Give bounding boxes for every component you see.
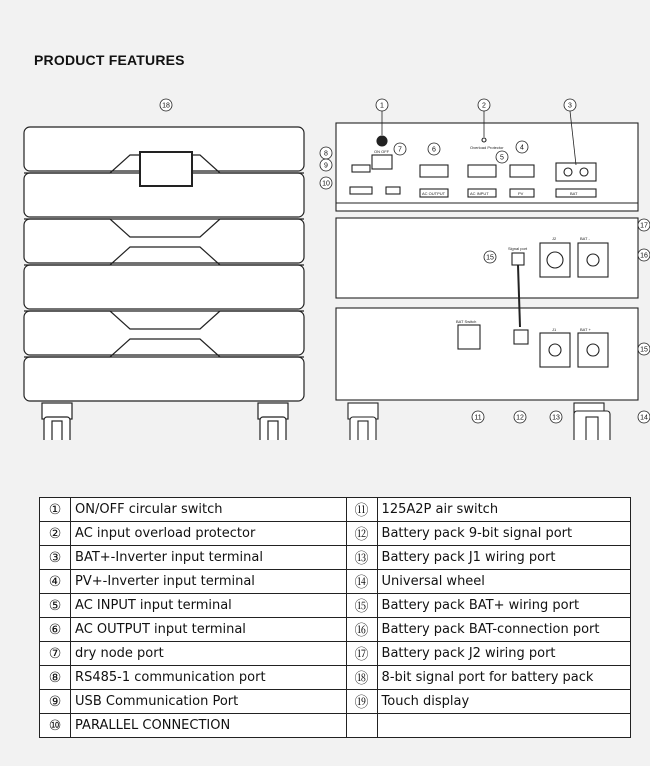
callout-4-text: 4: [520, 144, 524, 152]
callout-1-text: 1: [380, 102, 384, 110]
feature-label: Touch display: [377, 690, 630, 714]
label-ac-output: AC OUTPUT: [422, 191, 446, 196]
feature-label: Battery pack 9-bit signal port: [377, 522, 630, 546]
label-overload: Overload Protector: [470, 145, 504, 150]
features-row: [40, 642, 631, 666]
product-diagram: [0, 95, 650, 440]
callout-13-text: 13: [552, 414, 560, 422]
label-bat-plus: BAT +: [580, 327, 591, 332]
feature-number: ⑥: [40, 618, 71, 642]
feature-label: Battery pack BAT+ wiring port: [377, 594, 630, 618]
label-pv: PV: [518, 191, 524, 196]
callout-18-text: 18: [162, 102, 170, 110]
ac-input-terminal: [468, 165, 496, 177]
callout-16-text: 16: [640, 252, 648, 260]
feature-label: Battery pack J2 wiring port: [377, 642, 630, 666]
feature-label: AC INPUT input terminal: [71, 594, 346, 618]
front-view: [24, 127, 304, 440]
features-row: [40, 546, 631, 570]
callout-2-text: 2: [482, 102, 486, 110]
features-table-body: [40, 498, 631, 738]
features-row: [40, 498, 631, 522]
callout-15-text: 15: [486, 254, 494, 262]
features-table: [39, 497, 631, 738]
feature-label: BAT+-Inverter input terminal: [71, 546, 346, 570]
feature-number: [346, 714, 377, 738]
feature-label: dry node port: [71, 642, 346, 666]
callout-10-text: 10: [322, 180, 330, 188]
feature-number: ①: [40, 498, 71, 522]
callout-14-text: 14: [640, 414, 648, 422]
feature-number: ⑧: [40, 666, 71, 690]
feature-number: ②: [40, 522, 71, 546]
feature-label: [377, 714, 630, 738]
dry-node-port: [372, 155, 392, 169]
features-row: [40, 522, 631, 546]
feature-label: PV+-Inverter input terminal: [71, 570, 346, 594]
label-j2: J2: [552, 236, 557, 241]
callout-17-text: 17: [640, 222, 648, 230]
features-row: [40, 570, 631, 594]
front-module-5: [24, 311, 304, 355]
bat-terminal: [556, 163, 596, 181]
label-bat-switch: BAT Switch: [456, 319, 477, 324]
feature-number: ⑯: [346, 618, 377, 642]
bat-air-switch: [458, 325, 480, 349]
feature-label: Battery pack J1 wiring port: [377, 546, 630, 570]
callout-11-text: 11: [474, 414, 482, 422]
feature-label: AC OUTPUT input terminal: [71, 618, 346, 642]
feature-number: ④: [40, 570, 71, 594]
feature-number: ⑭: [346, 570, 377, 594]
feature-number: ⑩: [40, 714, 71, 738]
parallel-port: [386, 187, 400, 194]
feature-number: ⑬: [346, 546, 377, 570]
feature-number: ⑱: [346, 666, 377, 690]
callout-3-text: 3: [568, 102, 572, 110]
label-bat-minus: BAT -: [580, 236, 590, 241]
rs485-port: [352, 165, 370, 172]
feature-label: Battery pack BAT-connection port: [377, 618, 630, 642]
feature-label: ON/OFF circular switch: [71, 498, 346, 522]
feature-label: PARALLEL CONNECTION: [71, 714, 346, 738]
usb-port: [350, 187, 372, 194]
feature-number: ③: [40, 546, 71, 570]
callout-5-text: 5: [500, 154, 504, 162]
feature-number: ⑮: [346, 594, 377, 618]
feature-number: ⑤: [40, 594, 71, 618]
callout-15b-text: 15: [640, 346, 648, 354]
features-row: [40, 714, 631, 738]
feature-number: ⑪: [346, 498, 377, 522]
pv-terminal: [510, 165, 534, 177]
features-row: [40, 690, 631, 714]
callout-6-text: 6: [432, 146, 436, 154]
label-bat: BAT: [570, 191, 578, 196]
feature-label: 125A2P air switch: [377, 498, 630, 522]
feature-number: ⑦: [40, 642, 71, 666]
ac-output-terminal: [420, 165, 448, 177]
callout-12-text: 12: [516, 414, 524, 422]
feature-label: RS485-1 communication port: [71, 666, 346, 690]
label-ac-input: AC INPUT: [470, 191, 489, 196]
overload-protector: [482, 138, 486, 142]
back-view: [336, 123, 638, 440]
front-module-3: [24, 219, 304, 263]
feature-label: USB Communication Port: [71, 690, 346, 714]
label-on-off: ON OFF: [374, 149, 390, 154]
label-signal-port: Signal port: [508, 246, 528, 251]
feature-number: ⑨: [40, 690, 71, 714]
features-row: [40, 594, 631, 618]
callout-7-text: 7: [398, 146, 402, 154]
feature-number: ⑰: [346, 642, 377, 666]
feature-label: Universal wheel: [377, 570, 630, 594]
front-module-4: [24, 265, 304, 309]
page-title: PRODUCT FEATURES: [34, 52, 185, 68]
on-off-switch: [377, 136, 387, 146]
feature-number: ⑫: [346, 522, 377, 546]
feature-label: 8-bit signal port for battery pack: [377, 666, 630, 690]
features-row: [40, 618, 631, 642]
feature-label: AC input overload protector: [71, 522, 346, 546]
touch-display: [140, 152, 192, 186]
front-module-6: [24, 357, 304, 401]
features-row: [40, 666, 631, 690]
feature-number: ⑲: [346, 690, 377, 714]
signal-port-top: [512, 253, 524, 265]
callout-8-text: 8: [324, 150, 328, 158]
label-j1: J1: [552, 327, 557, 332]
signal-port-bottom: [514, 330, 528, 344]
callout-9-text: 9: [324, 162, 328, 170]
